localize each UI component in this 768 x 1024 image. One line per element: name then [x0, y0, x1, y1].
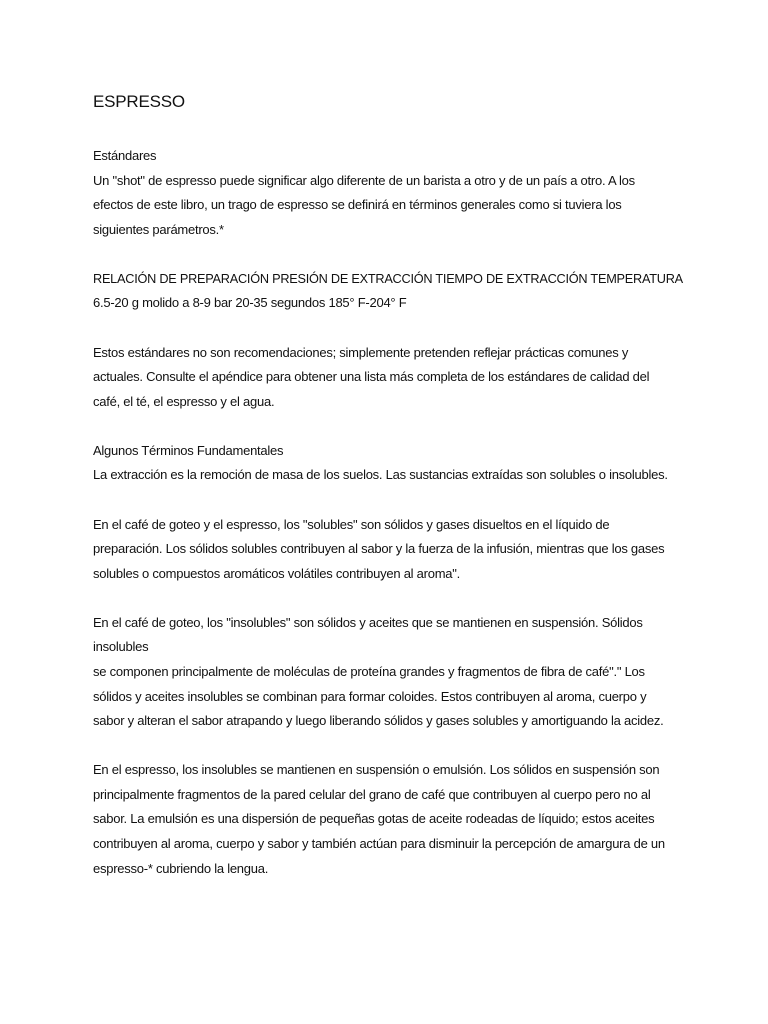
- text-line: sólidos y aceites insolubles se combinan para formar coloides. Estos contribuyen al aroma, cuerpo y: [93, 688, 647, 704]
- text-line: sabor. La emulsión es una dispersión de pequeñas gotas de aceite rodeadas de líquido; estos aceites: [93, 811, 655, 827]
- text-line: En el café de goteo, los "insolubles" son sólidos y aceites que se mantienen en suspensión. Sólidos: [93, 614, 643, 630]
- text-line: siguientes parámetros.*: [93, 221, 224, 237]
- document-body: [93, 144, 683, 881]
- text-line: se componen principalmente de moléculas de proteína grandes y fragmentos de fibra de café"." Los: [93, 664, 645, 679]
- text-line: contribuyen al aroma, cuerpo y sabor y también actúan para disminuir la percepción de amargura de un: [93, 836, 665, 852]
- text-line: sabor y alteran el sabor atrapando y luego liberando sólidos y gases solubles y amortiguando la acidez.: [93, 713, 664, 729]
- document-page: [93, 90, 683, 906]
- text-line: Un "shot" de espresso puede significar algo diferente de un barista a otro y de un país a otro. A los: [93, 172, 635, 188]
- text-line: solubles o compuestos aromáticos volátiles contribuyen al aroma".: [93, 565, 460, 581]
- paragraph: [93, 144, 683, 242]
- paragraph: [93, 267, 683, 316]
- text-line: preparación. Los sólidos solubles contribuyen al sabor y la fuerza de la infusión, mientras que los gases: [93, 541, 665, 557]
- text-line: Estándares: [93, 148, 157, 163]
- text-line: La extracción es la remoción de masa de los suelos. Las sustancias extraídas son solubles o insolubles.: [93, 467, 668, 483]
- text-line: principalmente fragmentos de la pared celular del grano de café que contribuyen al cuerpo pero no al: [93, 786, 651, 802]
- text-line: 6.5-20 g molido a 8-9 bar 20-35 segundos 185° F-204° F: [93, 295, 407, 311]
- document-title: ESPRESSO: [93, 92, 185, 111]
- text-line: insolubles: [93, 639, 149, 655]
- text-line: RELACIÓN DE PREPARACIÓN PRESIÓN DE EXTRACCIÓN TIEMPO DE EXTRACCIÓN TEMPERATURA: [93, 270, 683, 286]
- paragraph: [93, 439, 683, 488]
- text-line: En el espresso, los insolubles se mantienen en suspensión o emulsión. Los sólidos en suspensión son: [93, 762, 660, 778]
- text-line: Algunos Términos Fundamentales: [93, 442, 284, 458]
- paragraph: [93, 341, 683, 415]
- text-line: Estos estándares no son recomendaciones; simplemente pretenden reflejar prácticas comunes y: [93, 344, 629, 360]
- text-line: espresso-* cubriendo la lengua.: [93, 860, 269, 876]
- text-line: actuales. Consulte el apéndice para obtener una lista más completa de los estándares de calidad del: [93, 369, 650, 385]
- paragraph: [93, 758, 683, 881]
- text-line: En el café de goteo y el espresso, los "solubles" son sólidos y gases disueltos en el líquido de: [93, 516, 610, 532]
- paragraph: [93, 513, 683, 587]
- text-line: efectos de este libro, un trago de espresso se definirá en términos generales como si tuviera los: [93, 197, 622, 213]
- paragraph: [93, 611, 683, 734]
- text-line: café, el té, el espresso y el agua.: [93, 393, 275, 409]
